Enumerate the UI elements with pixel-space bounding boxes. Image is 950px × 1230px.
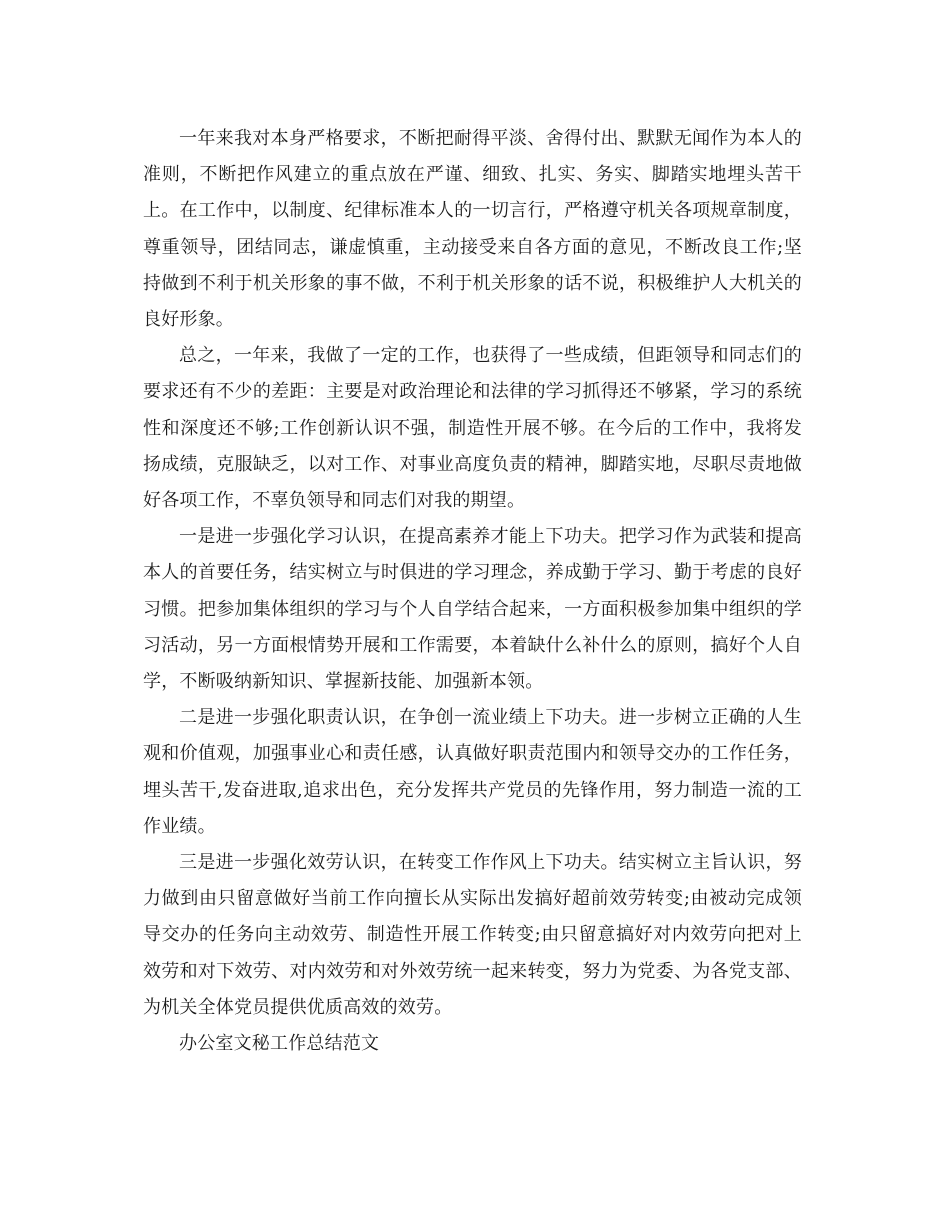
paragraph-strengthen-responsibility: 二是进一步强化职责认识，在争创一流业绩上下功夫。进一步树立正确的人生观和价值观，加强事业心和责任感，认真做好职责范围内和领导交办的工作任务，埋头苦干,发奋进取,追求出色，充分发挥共产党员的先锋作用，努力制造一流的工作业绩。 [143, 707, 802, 837]
document-body [143, 121, 802, 1062]
paragraph-strengthen-service: 三是进一步强化效劳认识，在转变工作作风上下功夫。结实树立主旨认识，努力做到由只留意做好当前工作向擅长从实际出发搞好超前效劳转变;由被动完成领导交办的任务向主动效劳、制造性开展工作转变;由只留意搞好对内效劳向把对上效劳和对下效劳、对内效劳和对外效劳统一起来转变，努力为党委、为各党支部、为机关全体党员提供优质高效的效劳。 [143, 852, 802, 1018]
paragraph-summary-shortcomings: 总之，一年来，我做了一定的工作，也获得了一些成绩，但距领导和同志们的要求还有不少的差距：主要是对政治理论和法律的学习抓得还不够紧，学习的系统性和深度还不够;工作创新认识不强，制造性开展不够。在今后的工作中，我将发扬成绩，克服缺乏，以对工作、对事业高度负责的精神，脚踏实地，尽职尽责地做好各项工作，不辜负领导和同志们对我的期望。 [143, 345, 802, 512]
paragraph-strengthen-learning: 一是进一步强化学习认识，在提高素养才能上下功夫。把学习作为武装和提高本人的首要任务，结实树立与时俱进的学习理念，养成勤于学习、勤于考虑的良好习惯。把参加集体组织的学习与个人自学结合起来，一方面积极参加集中组织的学习活动，另一方面根情势开展和工作需要，本着缺什么补什么的原则，搞好个人自学，不断吸纳新知识、掌握新技能、加强新本领。 [143, 526, 802, 693]
next-section-title: 办公室文秘工作总结范文 [179, 1033, 380, 1055]
paragraph-self-discipline: 一年来我对本身严格要求，不断把耐得平淡、舍得付出、默默无闻作为本人的准则，不断把作风建立的重点放在严谨、细致、扎实、务实、脚踏实地埋头苦干上。在工作中，以制度、纪律标准本人的一切言行，严格遵守机关各项规章制度，尊重领导，团结同志，谦虚慎重，主动接受来自各方面的意见，不断改良工作;坚持做到不利于机关形象的事不做，不利于机关形象的话不说，积极维护人大机关的良好形象。 [143, 128, 802, 331]
